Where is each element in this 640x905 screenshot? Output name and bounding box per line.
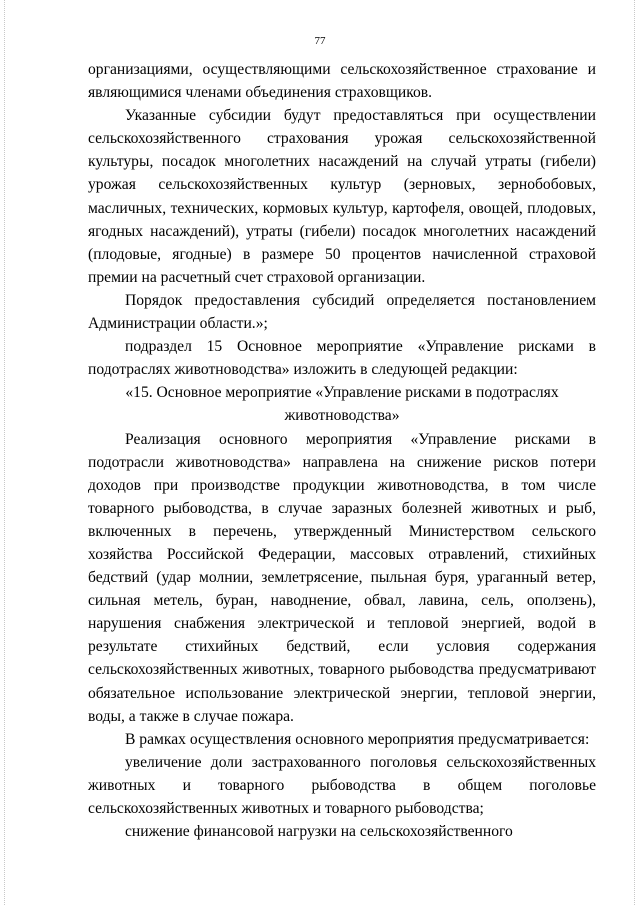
paragraph-reduce-load: снижение финансовой нагрузки на сельскохозяйственного <box>125 823 513 841</box>
document-body <box>88 58 596 843</box>
section-heading: «15. Основное мероприятие «Управление рисками в подотраслях животноводства» <box>125 384 559 425</box>
page-number: 77 <box>314 35 326 47</box>
paragraph-subsidies: Указанные субсидии будут предоставляться при осуществлении сельскохозяйственного страхования урожая сельскохозяйственной культуры, посадок многолетних насаждений на случай утраты (гибели) урожая сельскохозяйственных культур (зерновых, зернобобовых, масличных, технических, кормовых культур, картофеля, овощей, плодовых, ягодных насаждений), утраты (гибели) посадок многолетних насаждений (плодовые, ягодные) в размере 50 процентов начисленной страховой премии на расчетный счет страховой организации. <box>88 107 596 286</box>
paragraph-procedure: Порядок предоставления субсидий определяется постановлением Администрации области.»; <box>88 291 596 333</box>
paragraph-subsection-15: подраздел 15 Основное мероприятие «Управление рисками в подотраслях животноводства» изложить в следующей редакции: <box>88 338 596 379</box>
paragraph-increase-share: увеличение доли застрахованного поголовья сельскохозяйственных животных и товарного рыбоводства в общем поголовье сельскохозяйственных животных и товарного рыбоводства; <box>88 753 596 817</box>
paragraph-implementation: Реализация основного мероприятия «Управление рисками в подотрасли животноводства» направлена на снижение рисков потери доходов при производстве продукции животноводства, в том числе товарного рыбоводства, в случае заразных болезней животных и рыб, включенных в перечень, утвержденный Министерством сельского хозяйства Российской Федерации, массовых отравлений, стихийных бедствий (удар молнии, землетрясение, пыльная буря, ураганный ветер, сильная метель, буран, наводнение, обвал, лавина, сель, оползень), нарушения снабжения электрической и тепловой энергией, водой в результате стихийных бедствий, если условия содержания сельскохозяйственных животных, товарного рыбоводства предусматривают обязательное использование электрической энергии, тепловой энергии, воды, а также в случае пожара. <box>88 430 596 725</box>
scan-edge-left <box>4 0 6 905</box>
scan-edge-right <box>634 0 636 905</box>
paragraph-continuation: организациями, осуществляющими сельскохозяйственное страхование и являющимися членами объединения страховщиков. <box>88 61 596 102</box>
paragraph-provides: В рамках осуществления основного мероприятия предусматривается: <box>125 730 590 748</box>
